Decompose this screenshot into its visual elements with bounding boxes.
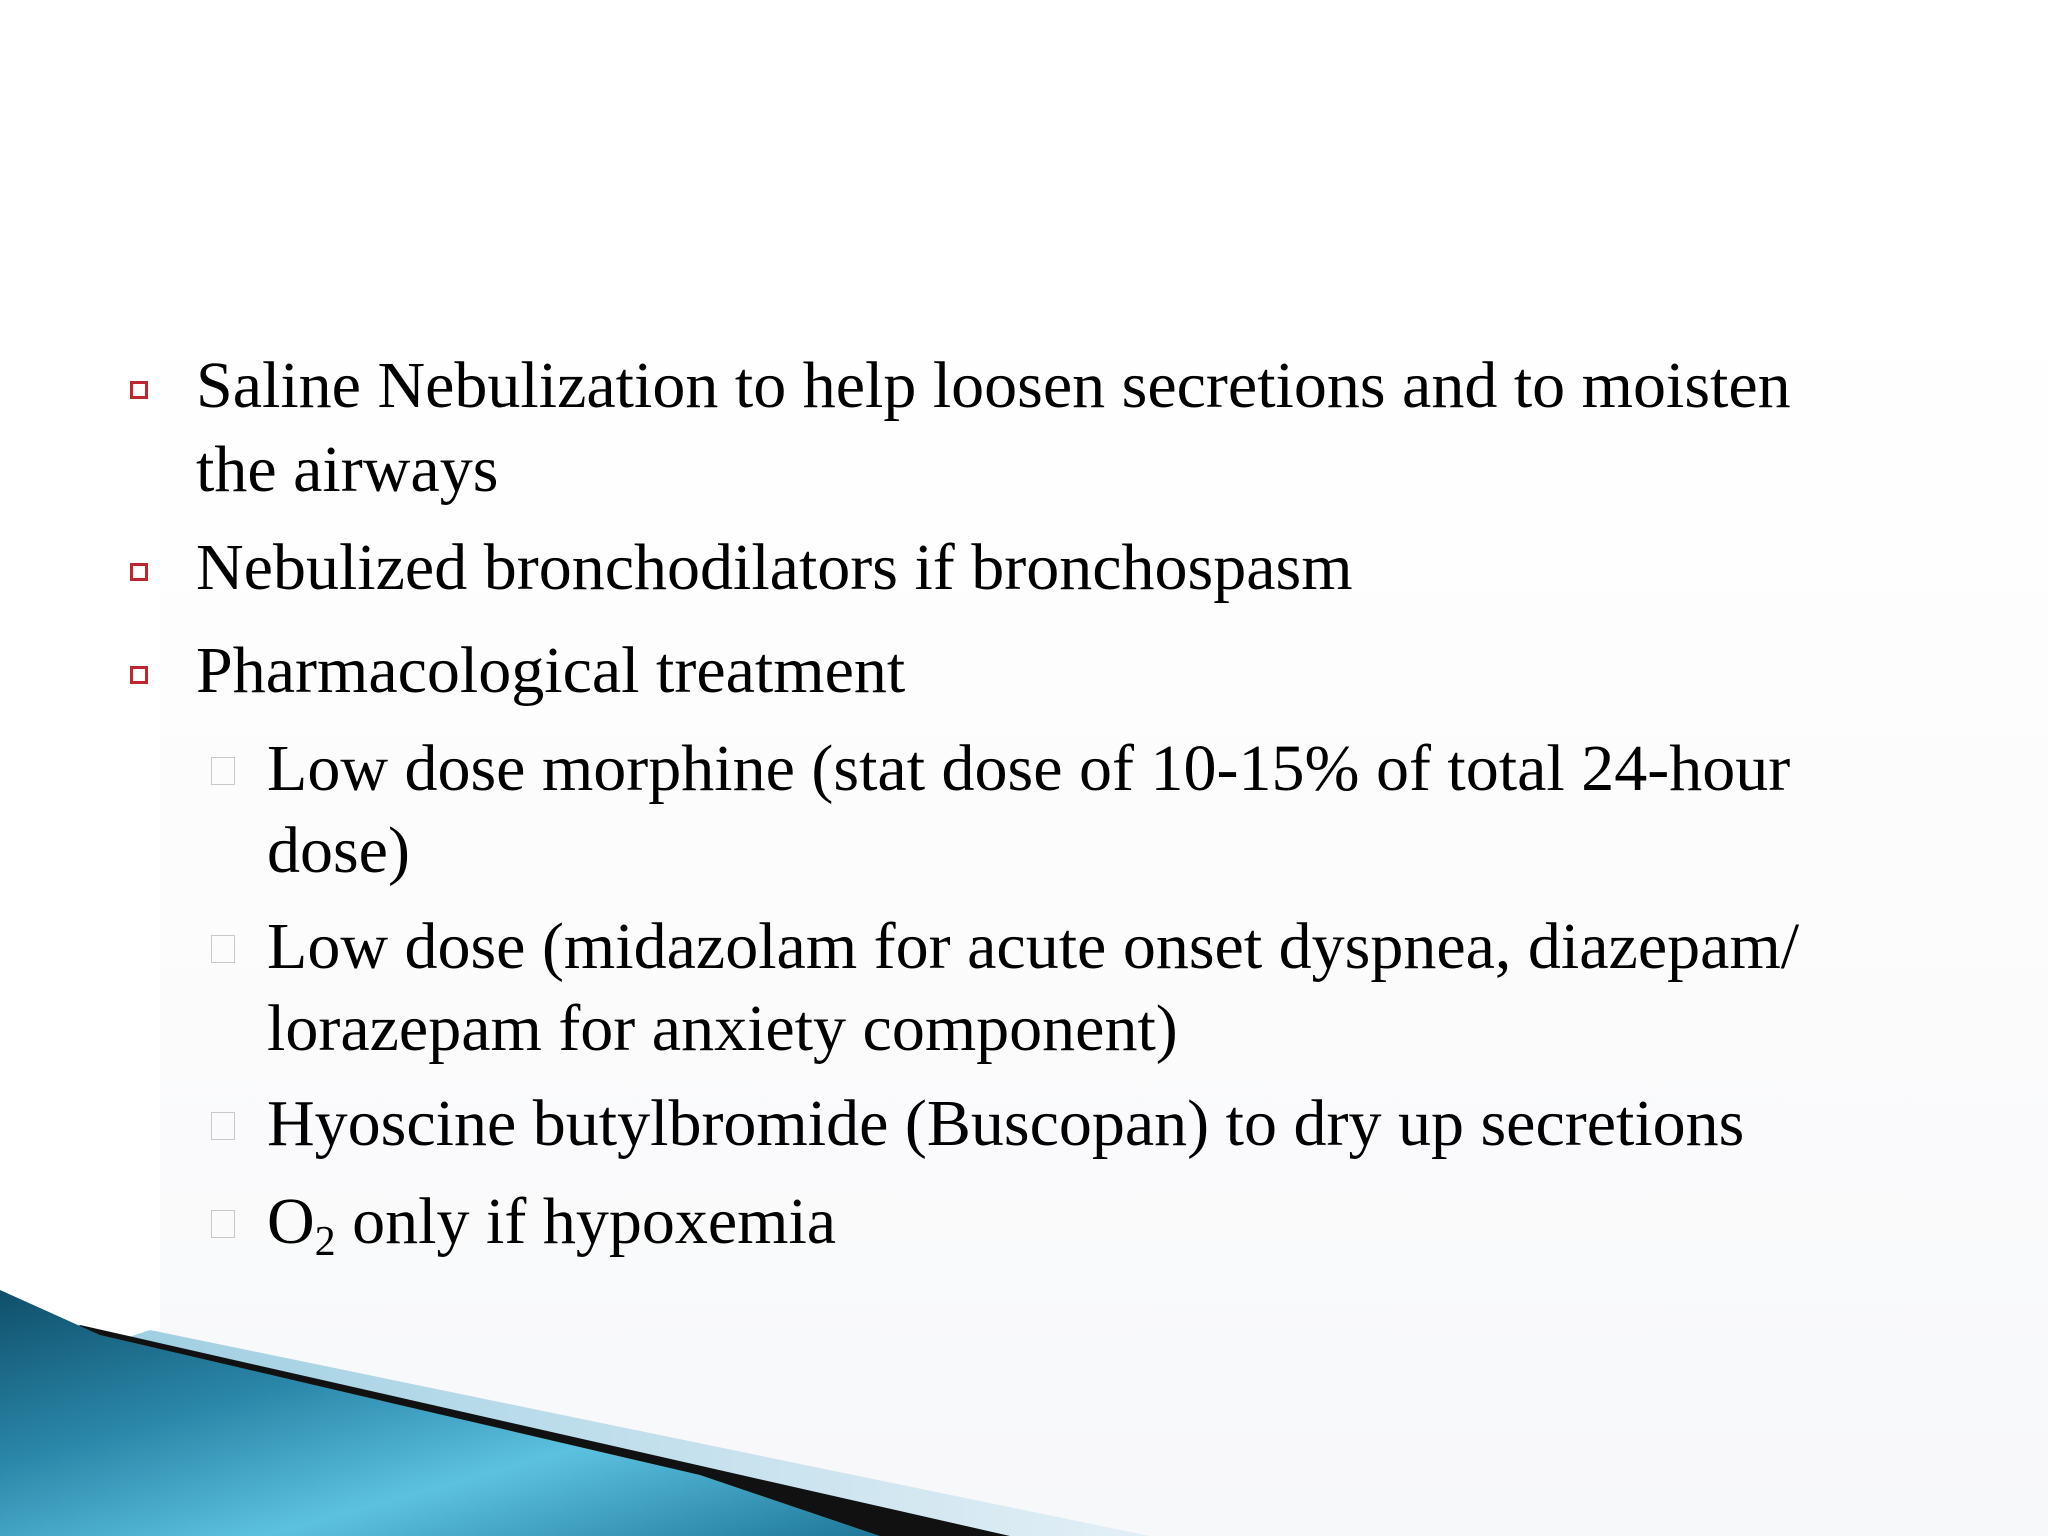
level2-bullet-marker <box>211 935 235 963</box>
bullet-text-line <box>267 1180 836 1264</box>
bullet-text-line: Nebulized bronchodilators if bronchospasm <box>196 531 1353 604</box>
bullet-text-line: Pharmacological treatment <box>196 634 906 707</box>
bullet-text-line: Low dose (midazolam for acute onset dyspnea, diazepam/ <box>267 910 1800 983</box>
level2-bullet-marker <box>211 1210 235 1238</box>
bullet-text-line: lorazepam for anxiety component) <box>267 992 1178 1065</box>
level1-bullet-marker <box>130 563 148 581</box>
bullet-text-line: Hyoscine butylbromide (Buscopan) to dry up secretions <box>267 1087 1745 1160</box>
o2-rest: only if hypoxemia <box>335 1185 837 1258</box>
level1-bullet-marker <box>130 666 148 684</box>
level2-bullet-marker <box>211 1112 235 1140</box>
level2-bullet-marker <box>211 757 235 785</box>
bullet-text-line: Saline Nebulization to help loosen secretions and to moisten <box>196 349 1791 422</box>
bullet-text-line: dose) <box>267 814 410 887</box>
bullet-text-line: Low dose morphine (stat dose of 10-15% of total 24-hour <box>267 732 1791 805</box>
o2-base: O <box>267 1185 315 1258</box>
bullet-text-line: the airways <box>196 433 499 506</box>
level1-bullet-marker <box>130 381 148 399</box>
o2-subscript: 2 <box>314 1219 336 1265</box>
